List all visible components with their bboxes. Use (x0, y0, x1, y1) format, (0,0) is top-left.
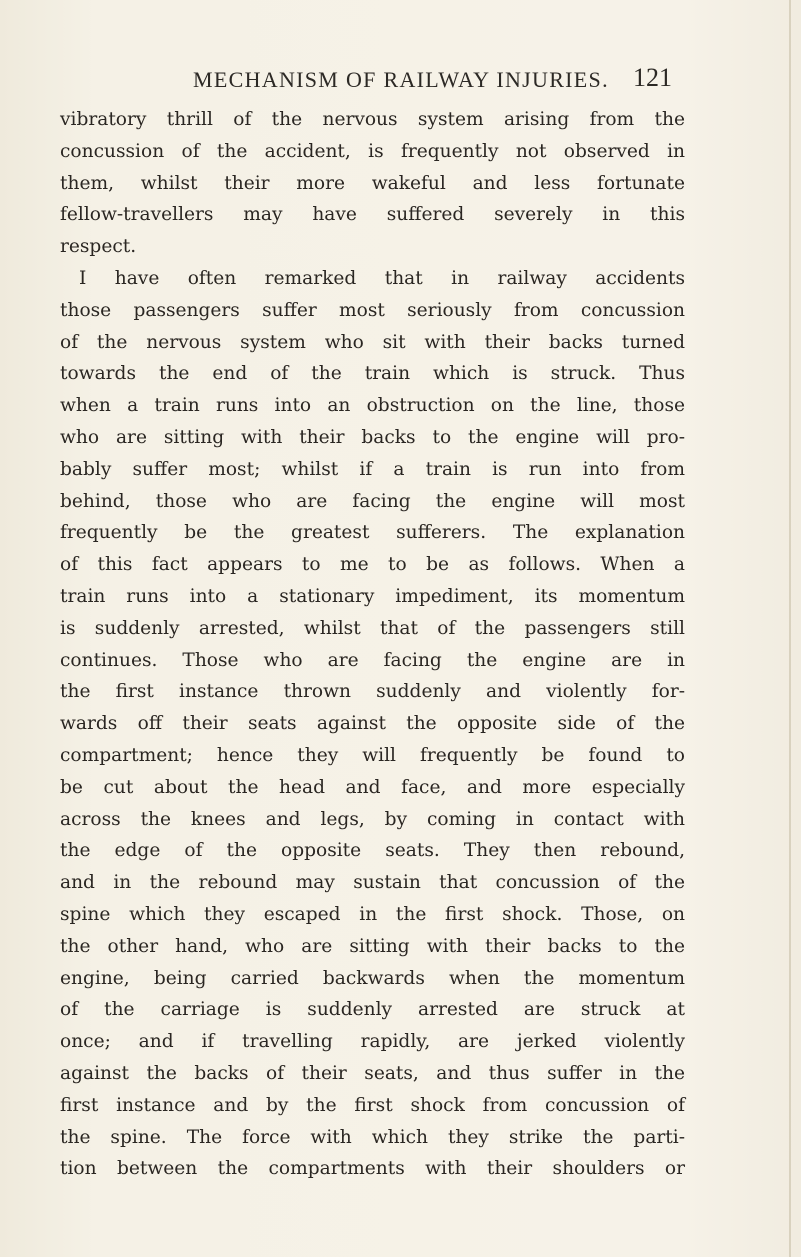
text-line: of this fact appears to me to be as follows. When a (60, 554, 685, 576)
text-line: respect. (60, 236, 137, 258)
text-line: across the knees and legs, by coming in contact with (60, 808, 685, 830)
page-edge (789, 0, 791, 1257)
text-line: the other hand, who are sitting with their backs to the (60, 935, 685, 957)
text-line: frequently be the greatest sufferers. The explanation (60, 522, 685, 544)
text-line: against the backs of their seats, and thus suffer in the (60, 1062, 685, 1084)
page-number: 121 (633, 63, 672, 92)
text-line: is suddenly arrested, whilst that of the passengers still (60, 617, 685, 639)
text-line: fellow-travellers may have suffered severely in this (60, 204, 685, 226)
text-line: engine, being carried backwards when the momentum (60, 967, 685, 989)
text-line: I have often remarked that in railway accidents (79, 267, 685, 289)
text-line: the edge of the opposite seats. They then rebound, (60, 840, 685, 862)
text-line: bably suffer most; whilst if a train is run into from (60, 458, 685, 480)
text-line: when a train runs into an obstruction on the line, those (60, 395, 685, 417)
text-line: tion between the compartments with their shoulders or (60, 1158, 685, 1180)
text-line: who are sitting with their backs to the engine will pro- (60, 426, 685, 448)
text-line: those passengers suffer most seriously from concussion (60, 299, 685, 321)
text-line: vibratory thrill of the nervous system arising from the (60, 109, 685, 130)
body-text (60, 104, 685, 1185)
text-line: and in the rebound may sustain that concussion of the (60, 872, 685, 894)
text-line: them, whilst their more wakeful and less fortunate (60, 172, 685, 194)
text-line: spine which they escaped in the first shock. Those, on (60, 903, 685, 925)
text-line: train runs into a stationary impediment, its momentum (60, 585, 685, 607)
text-line: first instance and by the first shock from concussion of (60, 1094, 685, 1116)
text-line: compartment; hence they will frequently be found to (60, 744, 685, 766)
text-line: wards off their seats against the opposite side of the (60, 713, 685, 735)
page-header (60, 63, 672, 99)
running-title: MECHANISM OF RAILWAY INJURIES. (193, 67, 609, 92)
text-line: towards the end of the train which is struck. Thus (60, 363, 685, 385)
text-line: continues. Those who are facing the engine are in (60, 649, 685, 671)
text-line: concussion of the accident, is frequently not observed in (60, 140, 685, 162)
text-line: of the carriage is suddenly arrested are struck at (60, 999, 685, 1021)
text-line: of the nervous system who sit with their backs turned (60, 331, 685, 353)
text-line: once; and if travelling rapidly, are jerked violently (60, 1031, 685, 1053)
text-line: be cut about the head and face, and more especially (60, 776, 685, 798)
text-line: behind, those who are facing the engine will most (60, 490, 685, 512)
text-line: the first instance thrown suddenly and violently for- (60, 681, 685, 703)
text-line: the spine. The force with which they strike the parti- (60, 1126, 685, 1148)
